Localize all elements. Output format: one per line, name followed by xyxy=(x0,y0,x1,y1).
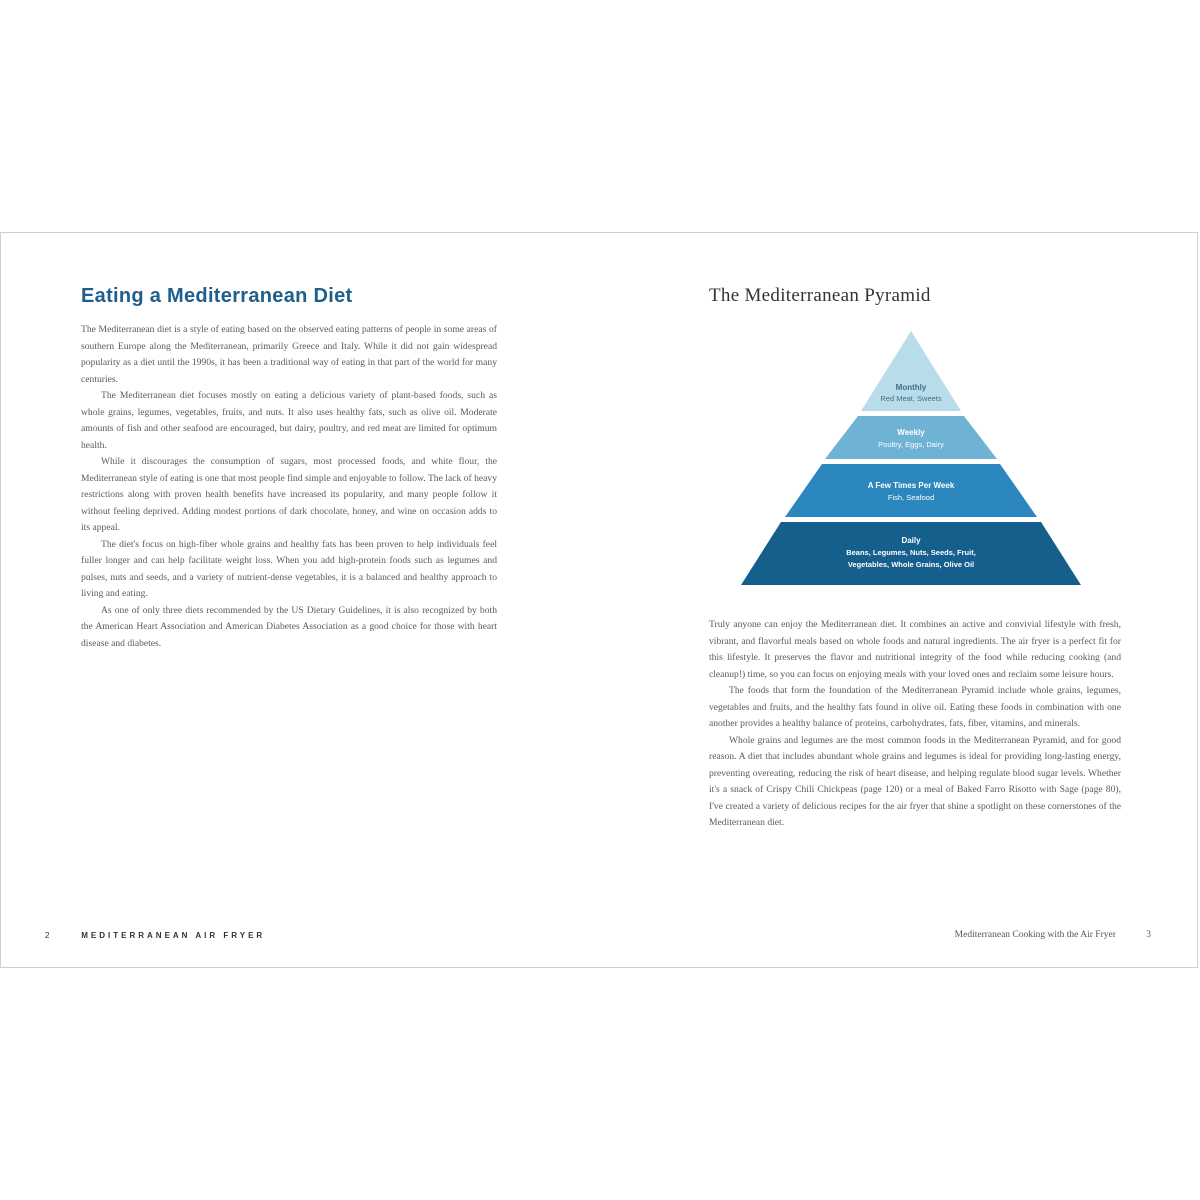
right-page xyxy=(709,285,1121,828)
book-spread xyxy=(0,232,1198,968)
tier-daily-title: Daily xyxy=(901,536,921,545)
right-paragraph-3: Whole grains and legumes are the most common foods in the Mediterranean Pyramid, and for good reason. A diet that includes abundant whole grains and legumes is ideal for providing long-lasting energy, preventing overeating, reducing the risk of heart disease, and helping regulate blood sugar levels. Whether it's a snack of Crispy Chili Chickpeas (page 120) or a meal of Baked Farro Risotto with Sage (page 80), I've created a variety of delicious recipes for the air fryer that shine a spotlight on these cornerstones of the Mediterranean diet. xyxy=(709,734,1121,828)
left-paragraph-2: The Mediterranean diet focuses mostly on eating a delicious variety of plant-based foods, such as whole grains, legumes, vegetables, fruits, and nuts. It also uses healthy fats, such as olive oil. Moderate amounts of fish and other seafood are encouraged, but dairy, poultry, and red meat are limited for optimum health. xyxy=(81,390,497,451)
pyramid-tier-weekly xyxy=(825,416,997,459)
tier-daily-items-1: Beans, Legumes, Nuts, Seeds, Fruit, xyxy=(846,548,976,557)
right-running-head: Mediterranean Cooking with the Air Fryer xyxy=(954,930,1116,940)
pyramid-graphic xyxy=(741,331,1081,591)
left-page xyxy=(81,285,497,652)
right-page-body xyxy=(709,617,1121,832)
right-paragraph-1: Truly anyone can enjoy the Mediterranean diet. It combines an active and convivial lifestyle with fresh, vibrant, and flavorful meals based on whole foods and natural ingredients. The air fryer is a perfect fit for this lifestyle. It preserves the flavor and nutritional integrity of the food while reducing cooking (and cleanup!) time, so you can focus on enjoying meals with your loved ones and reclaim some leisure hours. xyxy=(709,619,1121,680)
right-folio: 3 xyxy=(1146,930,1151,940)
pyramid-tier-few-times-per-week xyxy=(785,464,1037,517)
right-footer xyxy=(955,930,1151,940)
left-paragraph-5: As one of only three diets recommended by the US Dietary Guidelines, it is also recognized by both the American Heart Association and American Diabetes Association as a good choice for those with heart disease and diabetes. xyxy=(81,604,497,649)
right-paragraph-2: The foods that form the foundation of the Mediterranean Pyramid include whole grains, legumes, vegetables and fruits, and the healthy fats found in olive oil. Eating these foods in combination with one another provides a healthy balance of proteins, carbohydrates, fats, fiber, vitamins, and minerals. xyxy=(709,685,1121,729)
tier-monthly-items: Red Meat, Sweets xyxy=(880,394,942,403)
left-paragraph-4: The diet's focus on high-fiber whole grains and healthy fats has been proven to help individuals feel fuller longer and can help facilitate weight loss. When you add high-protein foods such as legumes and pulses, nuts and seeds, and a variety of nutrient-dense vegetables, it is a balanced and healthy approach to living and eating. xyxy=(81,538,497,599)
tier-daily-items-2: Vegetables, Whole Grains, Olive Oil xyxy=(847,560,975,569)
left-page-heading: Eating a Mediterranean Diet xyxy=(81,285,353,307)
left-running-head: MEDITERRANEAN AIR FRYER xyxy=(81,931,266,940)
left-footer xyxy=(45,931,265,940)
tier-monthly-title: Monthly xyxy=(895,383,927,392)
mediterranean-pyramid xyxy=(741,331,1081,591)
tier-few-times-items: Fish, Seafood xyxy=(887,493,935,502)
left-paragraph-3: While it discourages the consumption of sugars, most processed foods, and white flour, the Mediterranean style of eating is one that most people find simple and enjoyable to follow. The lack of heavy restrictions along with proven health benefits have increased its popularity, and many people follow it without feeling deprived. Adding modest portions of dark chocolate, honey, and wine on occasion adds to its appeal. xyxy=(81,456,497,533)
tier-few-times-title: A Few Times Per Week xyxy=(867,481,955,490)
right-page-heading: The Mediterranean Pyramid xyxy=(709,285,931,306)
tier-weekly-title: Weekly xyxy=(897,428,925,437)
tier-weekly-items: Poultry, Eggs, Dairy xyxy=(878,440,944,449)
left-paragraph-1: The Mediterranean diet is a style of eating based on the observed eating patterns of people in some areas of southern Europe along the Mediterranean, primarily Greece and Italy. While it did not gain widespread popularity as a diet until the 1990s, it has been a traditional way of eating in that part of the world for many centuries. xyxy=(81,324,497,385)
left-folio: 2 xyxy=(45,931,50,940)
